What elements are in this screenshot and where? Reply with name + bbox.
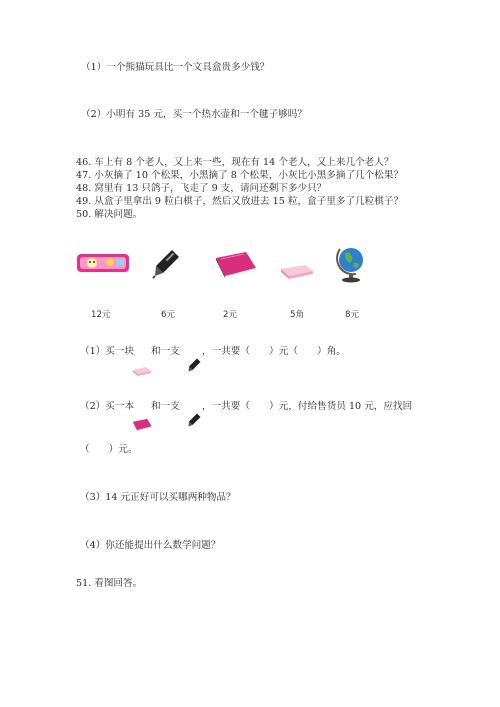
- question-47: 47. 小灰摘了 10 个松果，小黑摘了 8 个松果，小灰比小黑多摘了几个松果？: [76, 170, 404, 181]
- q50-sub3: （3）14 元正好可以买哪两种物品？: [80, 492, 236, 503]
- q50-sub4: （4）你还能提出什么数学问题？: [80, 540, 221, 551]
- eraser-icon: [279, 262, 315, 280]
- globe-icon: [332, 243, 370, 283]
- notebook-icon: [212, 250, 258, 278]
- question-50: 50. 解决问题。: [76, 209, 143, 220]
- pencil-case-icon: [76, 250, 130, 276]
- price-globe: 8元: [345, 310, 360, 320]
- q50-sub1-part-b: 和一支: [151, 346, 180, 357]
- question-51: 51. 看图回答。: [76, 578, 143, 589]
- q50-sub2-part-c: ，一共要（ ）元，付给售货员 10 元，应找回: [202, 401, 413, 412]
- q50-sub1-part-a: （1）买一块: [80, 346, 135, 357]
- question-46: 46. 车上有 8 个老人，又上来一些，现在有 14 个老人，又上来几个老人？: [76, 157, 394, 168]
- question-1-sub-1: （1）一个熊猫玩具比一个文具盒贵多少钱？: [81, 62, 270, 73]
- price-pen: 6元: [161, 310, 176, 320]
- pen-mini-icon: [186, 357, 202, 373]
- q50-sub2-part-d: （ ）元。: [80, 444, 138, 455]
- notebook-mini-icon: [131, 416, 153, 429]
- eraser-mini-icon: [132, 361, 152, 371]
- question-1-sub-2: （2）小明有 35 元，买一个热水壶和一个毽子够吗？: [81, 109, 307, 120]
- pen-icon: [150, 247, 182, 279]
- price-eraser: 5角: [290, 310, 305, 320]
- question-49: 49. 从盒子里拿出 9 粒白棋子，然后又放进去 15 粒，盒子里多了几粒棋子？: [76, 196, 404, 207]
- price-notebook: 2元: [223, 310, 238, 320]
- pen-mini-icon-2: [186, 412, 202, 428]
- price-pencil-case: 12元: [91, 310, 111, 320]
- q50-sub2-part-a: （2）买一本: [80, 401, 135, 412]
- q50-sub2-part-b: 和一支: [151, 401, 180, 412]
- q50-sub1-part-c: ，一共要（ ）元（ ）角。: [202, 346, 346, 357]
- question-48: 48. 窝里有 13 只鸽子，飞走了 9 支，请问还剩下多少只？: [76, 183, 327, 194]
